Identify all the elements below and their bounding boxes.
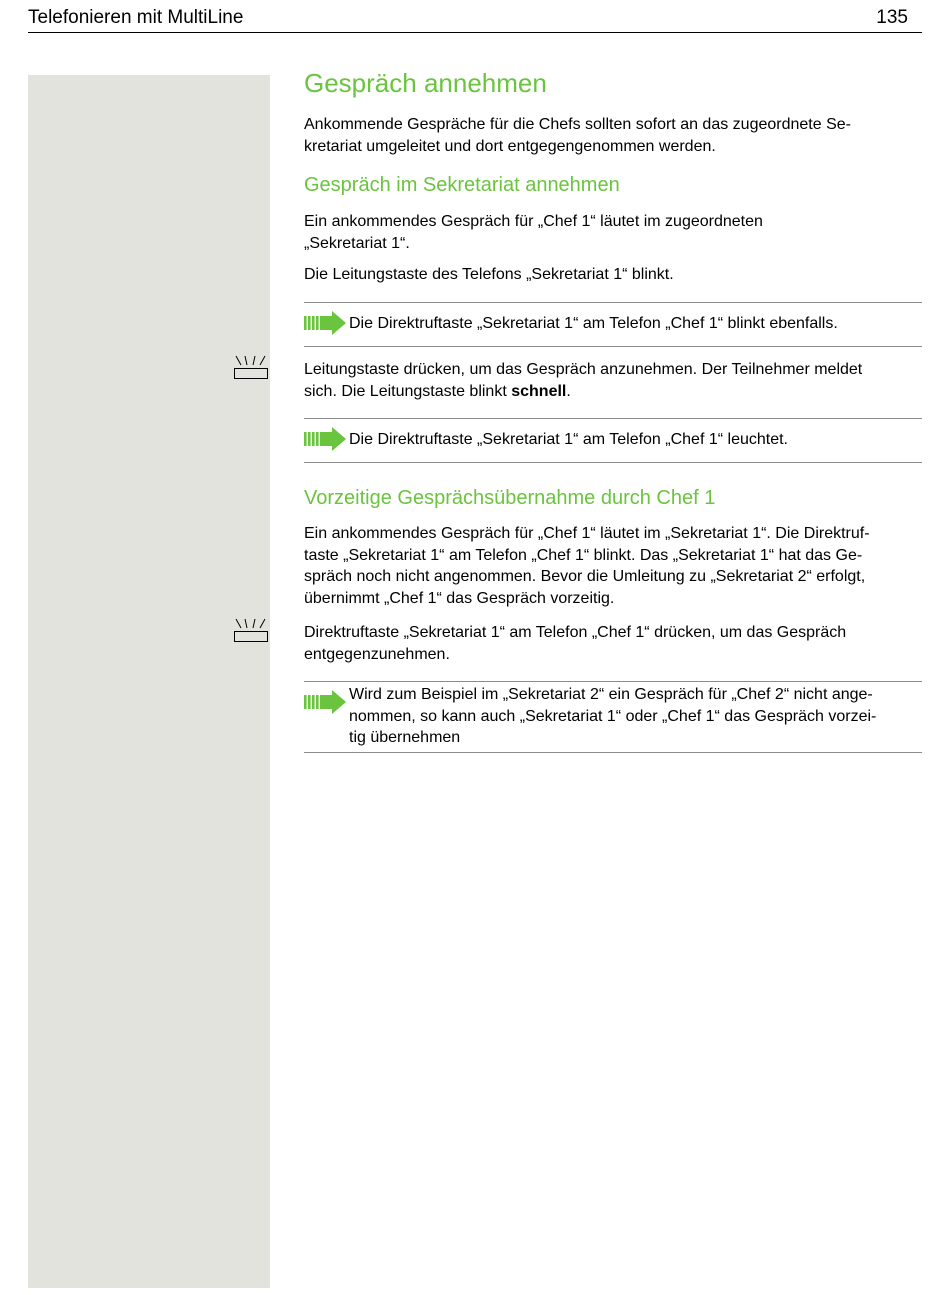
text-fragment: sich. Die Leitungstaste blinkt — [304, 382, 512, 400]
text-line: übernimmt „Chef 1“ das Gespräch vorzeitig. — [304, 589, 615, 607]
sidebar-column — [28, 75, 270, 1288]
text-line: Ein ankommendes Gespräch für „Chef 1“ läutet im „Sekretariat 1“. Die Direktruf- — [304, 525, 870, 542]
text-line: Leitungstaste drücken, um das Gespräch anzunehmen. Der Teilnehmer meldet — [304, 361, 863, 378]
text-line: spräch noch nicht angenommen. Bevor die Umleitung zu „Sekretariat 2“ erfolgt, — [304, 568, 866, 585]
text-line: Wird zum Beispiel im „Sekretariat 2“ ein Gespräch für „Chef 2“ nicht ange- — [349, 686, 873, 703]
section2-paragraph-1 — [304, 211, 922, 254]
text-line: Ankommende Gespräche für die Chefs sollten sofort an das zugeordnete Se- — [304, 116, 851, 133]
section2-paragraph-2: Die Leitungstaste des Telefons „Sekretariat 1“ blinkt. — [304, 266, 674, 283]
green-arrow-icon — [304, 427, 346, 451]
note-divider-bottom — [304, 462, 922, 463]
section3-paragraph — [304, 523, 922, 609]
step-direktruftaste — [304, 622, 922, 665]
text-line: Direktruftaste „Sekretariat 1“ am Telefon „Chef 1“ drücken, um das Gespräch — [304, 624, 847, 641]
subheading-sekretariat-annehmen: Gespräch im Sekretariat annehmen — [304, 174, 620, 196]
note-divider-top — [304, 418, 922, 419]
text-line: tig übernehmen — [349, 729, 461, 746]
text-line: Ein ankommendes Gespräch für „Chef 1“ läutet im zugeordneten — [304, 213, 763, 230]
note-text-3 — [349, 684, 922, 749]
note-text-1: Die Direktruftaste „Sekretariat 1“ am Telefon „Chef 1“ blinkt ebenfalls. — [349, 315, 838, 332]
green-arrow-icon — [304, 690, 346, 714]
text-line: entgegenzunehmen. — [304, 645, 450, 663]
page-number: 135 — [876, 7, 908, 28]
emphasis-schnell: schnell — [511, 382, 567, 400]
section-heading-gespraech-annehmen: Gespräch annehmen — [304, 68, 547, 98]
header-divider — [28, 32, 922, 33]
text-line: taste „Sekretariat 1“ am Telefon „Chef 1“ blinkt. Das „Sekretariat 1“ hat das Ge- — [304, 546, 863, 564]
flashing-key-icon — [233, 618, 269, 644]
note-divider-top — [304, 302, 922, 303]
flashing-key-icon — [233, 355, 269, 381]
subheading-vorzeitige-uebernahme: Vorzeitige Gesprächsübernahme durch Chef 1 — [304, 487, 716, 509]
text-fragment: . — [566, 382, 571, 400]
note-divider-bottom — [304, 752, 922, 753]
section1-intro — [304, 114, 922, 157]
text-line: „Sekretariat 1“. — [304, 234, 410, 252]
note-text-2: Die Direktruftaste „Sekretariat 1“ am Telefon „Chef 1“ leuchtet. — [349, 431, 788, 448]
green-arrow-icon — [304, 311, 346, 335]
text-line: nommen, so kann auch „Sekretariat 1“ oder „Chef 1“ das Gespräch vorzei- — [349, 707, 877, 725]
note-divider-bottom — [304, 346, 922, 347]
note-divider-top — [304, 681, 922, 682]
text-line: kretariat umgeleitet und dort entgegengenommen werden. — [304, 137, 716, 155]
step-leitungstaste — [304, 359, 922, 402]
text-line — [304, 381, 922, 403]
header-title: Telefonieren mit MultiLine — [28, 7, 244, 28]
